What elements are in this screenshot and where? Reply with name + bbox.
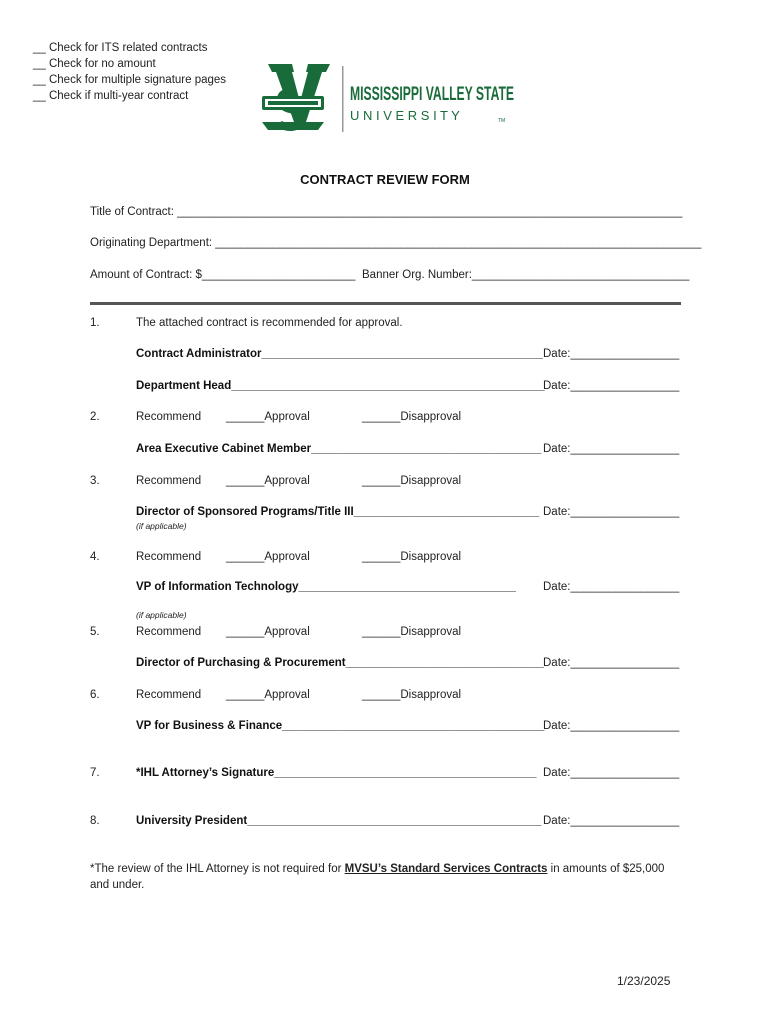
- revision-date: 1/23/2025: [617, 974, 671, 988]
- disapproval-option[interactable]: ______Disapproval: [362, 551, 462, 563]
- footnote-text: in amounts of $25,000: [547, 863, 665, 875]
- mvsu-emblem-icon: [258, 62, 518, 136]
- svg-text:MISSISSIPPI VALLEY STATE: MISSISSIPPI VALLEY STATE: [350, 84, 514, 105]
- approval-option[interactable]: ______Approval: [226, 689, 310, 701]
- footnote-emphasis: MVSU’s Standard Services Contracts: [344, 863, 548, 875]
- section-divider: [90, 302, 681, 305]
- step-number: 4.: [90, 551, 100, 563]
- form-title: CONTRACT REVIEW FORM: [300, 172, 470, 187]
- checklist-item-its: __ Check for ITS related contracts: [33, 42, 208, 54]
- step-number: 5.: [90, 626, 100, 638]
- university-logo: [258, 62, 518, 136]
- review-checklist: [33, 40, 226, 104]
- disapproval-option[interactable]: ______Disapproval: [362, 411, 462, 423]
- date-field[interactable]: Date:_________________: [543, 657, 680, 669]
- vp-business-finance-signature[interactable]: VP for Business & Finance_________________________________________: [136, 720, 545, 732]
- date-field[interactable]: Date:_________________: [543, 767, 680, 779]
- disapproval-option[interactable]: ______Disapproval: [362, 475, 462, 487]
- recommend-label: Recommend: [136, 689, 202, 701]
- department-head-signature[interactable]: Department Head_________________________________________________: [136, 380, 545, 392]
- vp-information-technology-signature[interactable]: VP of Information Technology__________________________________: [136, 581, 516, 593]
- step1-text: The attached contract is recommended for approval.: [136, 317, 403, 329]
- ihl-attorney-signature[interactable]: *IHL Attorney’s Signature_________________________________________: [136, 767, 537, 779]
- originating-department-field[interactable]: Originating Department: ____________________________________________________________________________: [90, 237, 702, 249]
- step-number: 6.: [90, 689, 100, 701]
- recommend-label: Recommend: [136, 411, 202, 423]
- sponsored-programs-signature[interactable]: Director of Sponsored Programs/Title III_____________________________: [136, 506, 540, 518]
- university-president-signature[interactable]: University President______________________________________________: [136, 815, 542, 827]
- date-field[interactable]: Date:_________________: [543, 348, 680, 360]
- footnote-line2: and under.: [90, 879, 145, 891]
- checklist-item-no-amount: __ Check for no amount: [33, 58, 156, 70]
- date-field[interactable]: Date:_________________: [543, 443, 680, 455]
- contract-administrator-signature[interactable]: Contract Administrator____________________________________________: [136, 348, 543, 360]
- banner-org-number-field[interactable]: Banner Org. Number:__________________________________: [362, 269, 690, 281]
- recommend-label: Recommend: [136, 551, 202, 563]
- checklist-item-multi-year: __ Check if multi-year contract: [33, 90, 189, 102]
- recommend-label: Recommend: [136, 626, 202, 638]
- svg-text:U N I V E R S I T Y: U N I V E R S I T Y: [350, 108, 460, 123]
- step-number: 7.: [90, 767, 100, 779]
- area-executive-signature[interactable]: Area Executive Cabinet Member____________________________________: [136, 443, 542, 455]
- if-applicable-note: (if applicable): [136, 610, 187, 620]
- approval-option[interactable]: ______Approval: [226, 551, 310, 563]
- date-field[interactable]: Date:_________________: [543, 506, 680, 518]
- svg-text:TM: TM: [498, 118, 506, 124]
- recommend-label: Recommend: [136, 475, 202, 487]
- disapproval-option[interactable]: ______Disapproval: [362, 689, 462, 701]
- purchasing-procurement-signature[interactable]: Director of Purchasing & Procurement_______________________________: [136, 657, 544, 669]
- step-number: 1.: [90, 317, 100, 329]
- step-number: 2.: [90, 411, 100, 423]
- step-number: 3.: [90, 475, 100, 487]
- approval-option[interactable]: ______Approval: [226, 626, 310, 638]
- approval-option[interactable]: ______Approval: [226, 475, 310, 487]
- amount-of-contract-field[interactable]: Amount of Contract: $________________________: [90, 269, 356, 281]
- title-of-contract-field[interactable]: Title of Contract: _______________________________________________________________________________: [90, 206, 683, 218]
- disapproval-option[interactable]: ______Disapproval: [362, 626, 462, 638]
- date-field[interactable]: Date:_________________: [543, 380, 680, 392]
- if-applicable-note: (if applicable): [136, 521, 187, 531]
- approval-option[interactable]: ______Approval: [226, 411, 310, 423]
- step-number: 8.: [90, 815, 100, 827]
- date-field[interactable]: Date:_________________: [543, 815, 680, 827]
- checklist-item-signature-pages: __ Check for multiple signature pages: [33, 74, 227, 86]
- date-field[interactable]: Date:_________________: [543, 581, 680, 593]
- date-field[interactable]: Date:_________________: [543, 720, 680, 732]
- footnote-text: *The review of the IHL Attorney is not required for: [90, 863, 345, 875]
- footnote: [90, 863, 664, 875]
